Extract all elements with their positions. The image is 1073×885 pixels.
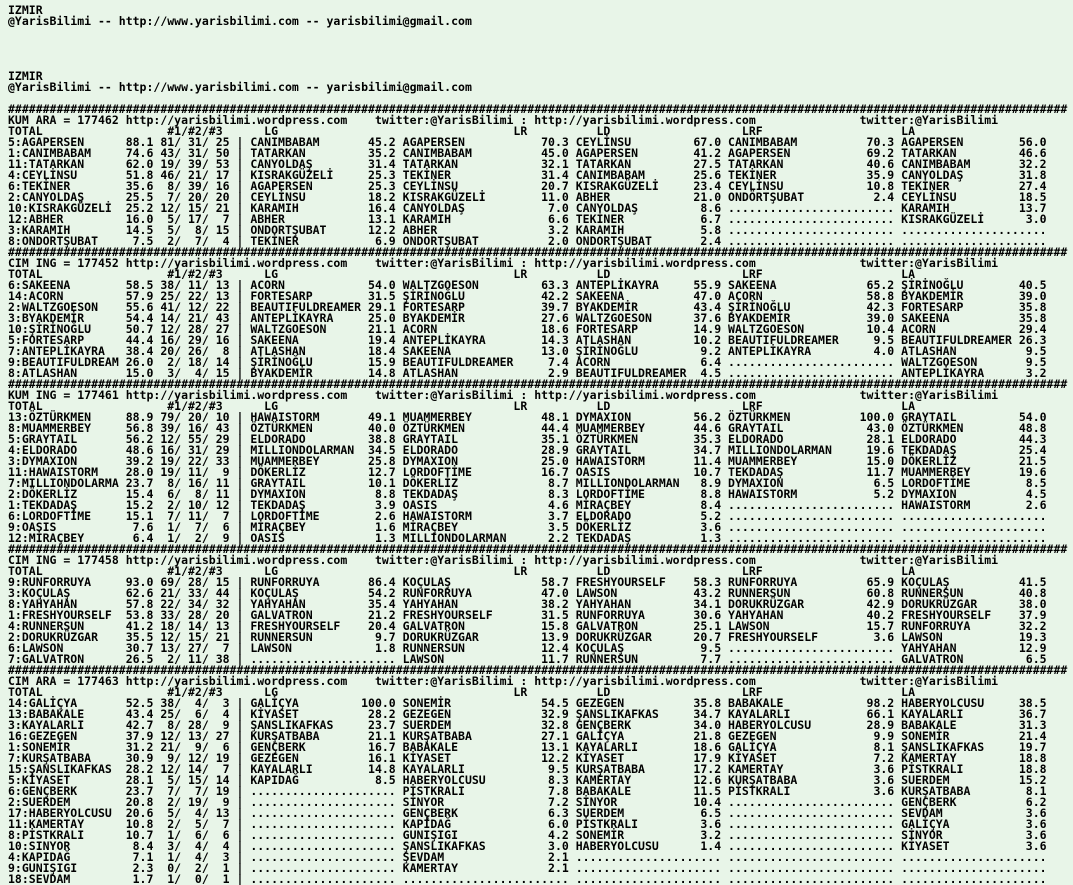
- block-title: CIM ING = 177452 http://yarisbilimi.wordpress.com twitter:@YarisBilimi : http://yarisbilimi.wordpress.com twitter:@YarisBilimi: [8, 256, 999, 270]
- block-separator: #########################################################################################################################################################: [8, 663, 1068, 677]
- stat-row: 5:AGAPERSEN 88.1 81/ 31/ 25 | CANIMBABAM 45.2 AGAPERSEN 70.3 CEYLİNSU 67.0 CANIMBABAM 70.3 AGAPERSEN 56.0: [8, 135, 1054, 149]
- stat-row: 1:FRESHYOURSELF 53.8 33/ 28/ 20 | GALVATRON 21.2 FRESHYOURSELF 31.5 RUNFORRUYA 30.6 YAHYAHAN 40.2 FRESHYOURSELF 37.9: [8, 608, 1054, 622]
- stat-row: 1:TEKDADAŞ 15.2 2/ 10/ 12 | TEKDADAŞ 3.9 OASIS 4.6 MİRAÇBEY 8.4 ........................ HAWAISTORM 2.6: [8, 498, 1054, 512]
- stat-row: 1:CANIMBABAM 74.6 43/ 31/ 50 | TATARKAN 35.2 CANIMBABAM 45.0 AGAPERSEN 41.2 AGAPERSEN 69.2 TATARKAN 46.6: [8, 146, 1054, 160]
- stat-row: 12:MİRAÇBEY 6.4 1/ 2/ 9 | OASIS 1.3 MILLIONDOLARMAN 2.2 TEKDADAŞ 1.3 ........................ .....................: [8, 531, 1054, 545]
- stat-row: 5:KİYASET 28.1 5/ 15/ 14 | KAPIDAĞ 8.5 HABERYOLCUSU 8.3 KAMERTAY 12.6 KURŞATBABA 3.6 SUERDEM 15.2: [8, 773, 1054, 787]
- block-separator: #########################################################################################################################################################: [8, 245, 1068, 259]
- block-title: KUM ARA = 177462 http://yarisbilimi.wordpress.com twitter:@YarisBilimi : http://yarisbilimi.wordpress.com twitter:@YarisBilimi: [8, 113, 999, 127]
- stat-row: 15:ŞANSLIKAFKAS 28.2 12/ 14/ 7 | KAYALARLI 14.8 KAYALARLI 9.5 KURŞATBABA 17.2 KAMERTAY 3.6 PİSTKRALI 18.8: [8, 762, 1054, 776]
- stat-row: 16:GEZEGEN 37.9 12/ 13/ 27 | KURŞATBABA 21.1 KURŞATBABA 27.1 GALİÇYA 21.8 GEZEGEN 9.9 SONEMİR 21.4: [8, 729, 1054, 743]
- stat-row: 3:BYAKDEMİR 54.4 14/ 21/ 43 | ANTEPLİKAYRA 25.0 BYAKDEMİR 27.6 WALTZGOESON 37.6 BYAKDEMİR 39.0 SAKEENA 35.8: [8, 311, 1054, 325]
- stat-row: 7:KURŞATBABA 30.9 9/ 12/ 19 | GEZEGEN 16.1 KİYASET 12.2 KİYASET 17.9 KİYASET 7.2 KAMERTAY 18.8: [8, 751, 1054, 765]
- stat-row: 8:YAHYAHAN 57.8 22/ 34/ 32 | YAHYAHAN 35.4 YAHYAHAN 38.2 YAHYAHAN 34.1 DORUKRÜZGAR 42.9 DORUKRÜZGAR 38.0: [8, 597, 1054, 611]
- stat-row: 2:DÖKERLİZ 15.4 6/ 8/ 11 | DYMAXION 8.8 TEKDADAŞ 8.3 LORDOFTİME 8.8 HAWAISTORM 5.2 DYMAXION 4.5: [8, 487, 1054, 501]
- stat-row: 4:RUNNERSUN 41.2 18/ 14/ 13 | FRESHYOURSELF 20.4 GALVATRON 15.8 GALVATRON 25.1 LAWSON 15.7 RUNFORRUYA 32.2: [8, 619, 1054, 633]
- stat-row: 3:KAYALARLI 42.7 8/ 28/ 9 | ŞANSLIKAFKAS 23.7 SUERDEM 32.8 GENÇBERK 34.0 HABERYOLCUSU 28.9 BABAKALE 31.3: [8, 718, 1054, 732]
- blank-line: [8, 27, 1073, 38]
- contact-header: @YarisBilimi -- http://www.yarisbilimi.com -- yarisbilimi@gmail.com: [8, 14, 472, 28]
- stat-row: 2:CANYOLDAŞ 25.5 7/ 20/ 20 | CEYLİNSU 18.2 KISRAKGÜZELİ 11.0 ABHER 21.0 ONDÖRTŞUBAT 2.4 CEYLİNSU 18.5: [8, 190, 1054, 204]
- stat-row: 6:SAKEENA 58.5 38/ 11/ 13 | ACORN 54.0 WALTZGOESON 63.3 ANTEPLİKAYRA 55.9 SAKEENA 65.2 ŞİRİNOĞLU 40.5: [8, 278, 1054, 292]
- stats-blocks: [8, 104, 1073, 885]
- column-header: TOTAL #1/#2/#3 LG LR LD LRF LA: [8, 399, 915, 413]
- city-header: IZMIR: [8, 69, 43, 83]
- stat-row: 2:WALTZGOESON 55.6 41/ 12/ 22 | BEAUTIFULDREAMER 29.1 FORTESARP 39.7 BYAKDEMİR 43.4 ŞİRİNOĞLU 42.3 FORTESARP 35.8: [8, 300, 1054, 314]
- stat-row: 17:HABERYOLCUSU 20.6 5/ 4/ 13 | ..................... GENÇBERK 6.3 SUERDEM 6.5 ........................ SEVDAM 3.6: [8, 806, 1054, 820]
- column-header: TOTAL #1/#2/#3 LG LR LD LRF LA: [8, 267, 915, 281]
- stat-row: 9:OASIS 7.6 1/ 7/ 6 | MİRAÇBEY 1.6 MİRAÇBEY 3.5 DÖKERLİZ 3.6 ........................ .....................: [8, 520, 1054, 534]
- stat-row: 13:ÖZTÜRKMEN 88.9 79/ 20/ 10 | HAWAISTORM 49.1 MUAMMERBEY 48.1 DYMAXION 56.2 ÖZTÜRKMEN 100.0 GRAYTAIL 54.0: [8, 410, 1054, 424]
- column-header: TOTAL #1/#2/#3 LG LR LD LRF LA: [8, 124, 915, 138]
- stat-row: 6:LORDOFTİME 15.1 7/ 11/ 7 | LORDOFTİME 2.6 HAWAISTORM 3.7 ELDORADO 5.2 ........................ .....................: [8, 509, 1054, 523]
- stat-row: 5:FORTESARP 44.4 16/ 29/ 16 | SAKEENA 19.4 ANTEPLİKAYRA 14.3 ATLASHAN 10.2 BEAUTIFULDREAMER 9.5 BEAUTIFULDREAMER 26.3: [8, 333, 1054, 347]
- stat-row: 8:ATLASHAN 15.0 3/ 4/ 15 | BYAKDEMİR 14.8 ATLASHAN 2.9 BEAUTIFULDREAMER 4.5 ........................ ANTEPLİKAYRA 3.2: [8, 366, 1054, 380]
- stat-row: 8:MUAMMERBEY 56.8 39/ 16/ 43 | ÖZTÜRKMEN 40.0 ÖZTÜRKMEN 44.4 MUAMMERBEY 44.6 GRAYTAIL 43.0 ÖZTÜRKMEN 48.8: [8, 421, 1054, 435]
- stat-row: 9:GUNIŞIGI 2.3 0/ 2/ 1 | ..................... KAMERTAY 2.1 ..................... ........................ .....................: [8, 861, 1054, 875]
- stat-row: 1:SONEMİR 31.2 21/ 9/ 6 | GENÇBERK 16.7 BABAKALE 13.1 KAYALARLI 18.6 GALİÇYA 8.1 ŞANSLIKAFKAS 19.7: [8, 740, 1054, 754]
- stat-row: 3:KARAMIH 14.5 5/ 8/ 15 | ONDORTŞUBAT 12.2 ABHER 3.2 KARAMIH 5.8 ........................ .....................: [8, 223, 1054, 237]
- stat-row: 7:MILLIONDOLARMA 23.7 8/ 16/ 11 | GRAYTAIL 10.1 DÖKERLİZ 8.7 MILLIONDOLARMAN 8.9 DYMAXION 6.5 LORDOFTİME 8.5: [8, 476, 1054, 490]
- blank-line: [8, 38, 1073, 49]
- stat-row: 6:TEKİNER 35.6 8/ 39/ 16 | AGAPERSEN 25.3 CEYLİNSU 20.7 KISRAKGÜZELİ 23.4 CEYLİNSU 10.8 TEKİNER 27.4: [8, 179, 1054, 193]
- stat-row: 11:KAMERTAY 10.8 2/ 5/ 7 | ..................... KAPİDAĞ 6.0 PİSTKRALI 3.6 ........................ GALİÇYA 3.6: [8, 817, 1054, 831]
- stat-row: 10:ŞİRİNOĞLU 50.7 12/ 28/ 27 | WALTZGOESON 21.1 ACORN 18.6 FORTESARP 14.9 WALTZGOESON 10.4 ACORN 29.4: [8, 322, 1054, 336]
- stat-row: 11:HAWAISTORM 28.0 19/ 11/ 9 | DÖKERLİZ 12.7 LORDOFTİME 16.7 OASIS 10.7 TEKDADAŞ 11.7 MUAMMERBEY 19.6: [8, 465, 1054, 479]
- stat-row: 9:RUNFORRUYA 93.0 69/ 28/ 15 | RUNFORRUYA 86.4 KOÇULAŞ 58.7 FRESHYOURSELF 58.3 RUNFORRUYA 65.9 KOÇULAŞ 41.5: [8, 575, 1054, 589]
- stat-row: 18:SEVDAM 1.7 1/ 0/ 1 | ..................... ........................ ..................... ........................ .....................: [8, 872, 1054, 885]
- stat-row: 4:ELDORADO 48.6 16/ 31/ 29 | MILLIONDOLARMAN 34.5 ELDORADO 28.9 GRAYTAIL 34.7 MILLIONDOLARMAN 19.6 TEKDADAŞ 25.4: [8, 443, 1054, 457]
- stat-row: 8:PİSTKRALI 10.7 1/ 6/ 6 | ..................... GUNIŞIGI 4.2 SONEMİR 3.2 ........................ SİNYOR 3.6: [8, 828, 1054, 842]
- stat-row: 11:TATARKAN 62.0 19/ 39/ 53 | CANYOLDAŞ 31.4 TATARKAN 32.1 TATARKAN 27.5 TATARKAN 40.6 CANIMBABAM 32.2: [8, 157, 1054, 171]
- stat-row: 2:DORUKRÜZGAR 35.5 12/ 15/ 21 | RUNNERSUN 9.7 DORUKRÜZGAR 13.9 DORUKRÜZGAR 20.7 FRESHYOURSELF 3.6 LAWSON 19.3: [8, 630, 1054, 644]
- stat-row: 7:ANTEPLİKAYRA 38.4 20/ 26/ 8 | ATLASHAN 18.4 SAKEENA 13.0 ŞİRİNOĞLU 9.2 ANTEPLİKAYRA 4.0 ATLASHAN 9.5: [8, 344, 1054, 358]
- stat-row: 10:SINYOR 8.4 3/ 4/ 4 | ..................... ŞANSLIKAFKAS 3.0 HABERYOLCUSU 1.4 ........................ KİYASET 3.6: [8, 839, 1054, 853]
- block-title: KUM ING = 177461 http://yarisbilimi.wordpress.com twitter:@YarisBilimi : http://yarisbilimi.wordpress.com twitter:@YarisBilimi: [8, 388, 999, 402]
- blank-line: [8, 49, 1073, 60]
- stat-row: 10:KISRAKGÜZELİ 25.2 12/ 15/ 21 | KARAMIH 16.4 CANYOLDAŞ 7.0 CANYOLDAŞ 8.6 ........................ KARAMIH 13.7: [8, 201, 1054, 215]
- stat-row: 7:GALVATRON 26.5 2/ 11/ 38 | ..................... LAWSON 11.7 RUNNERSUN 7.7 ........................ GALVATRON 6.5: [8, 652, 1054, 666]
- block-separator: #########################################################################################################################################################: [8, 102, 1068, 116]
- stat-row: 3:KOÇULAŞ 62.6 21/ 33/ 44 | KOÇULAŞ 54.2 RUNFORRUYA 47.0 LAWSON 43.2 RUNNERSUN 60.8 RUNNERSUN 40.8: [8, 586, 1054, 600]
- blank-line: [8, 60, 1073, 71]
- block-title: CIM ING = 177458 http://yarisbilimi.wordpress.com twitter:@YarisBilimi : http://yarisbilimi.wordpress.com twitter:@YarisBilimi: [8, 553, 999, 567]
- column-header: TOTAL #1/#2/#3 LG LR LD LRF LA: [8, 564, 915, 578]
- column-header: TOTAL #1/#2/#3 LG LR LD LRF LA: [8, 685, 915, 699]
- stat-row: 8:ONDORTŞUBAT 7.5 2/ 7/ 4 | TEKİNER 6.9 ONDORTŞUBAT 2.0 ONDORTŞUBAT 2.4 ........................ .....................: [8, 234, 1054, 248]
- stat-row: 2:SUERDEM 20.8 2/ 19/ 9 | ..................... SİNYOR 7.2 SİNYOR 10.4 ........................ GENÇBERK 6.2: [8, 795, 1054, 809]
- stat-row: 6:LAWSON 30.7 13/ 27/ 7 | LAWSON 1.8 RUNNERSUN 12.4 KOÇULAŞ 9.5 ........................ YAHYAHAN 12.9: [8, 641, 1054, 655]
- stat-row: 4:KAPIDAĞ 7.1 1/ 4/ 3 | ..................... ŞEVDAM 2.1 ..................... ........................ .....................: [8, 850, 1054, 864]
- stat-row: 13:BABAKALE 43.4 25/ 6/ 4 | KİYASET 28.2 GEZEGEN 32.9 ŞANSLIKAFKAS 34.7 KAYALARLI 66.1 KAYALARLI 36.7: [8, 707, 1054, 721]
- stat-row: 14:GALİÇYA 52.5 38/ 4/ 3 | GALİÇYA 100.0 SONEMİR 54.5 GEZEGEN 35.8 BABAKALE 98.2 HABERYOLCUSU 38.5: [8, 696, 1054, 710]
- city-header: IZMIR: [8, 3, 43, 17]
- stat-row: 6:GENÇBERK 23.7 7/ 7/ 19 | ..................... PİSTKRALI 7.8 BABAKALE 11.5 PİSTKRALI 3.6 KURŞATBABA 8.1: [8, 784, 1054, 798]
- stat-row: 4:CEYLİNSU 51.8 46/ 21/ 17 | KISRAKGÜZELİ 25.3 TEKİNER 31.4 CANIMBABAM 25.6 TEKİNER 35.9 CANYOLDAŞ 31.8: [8, 168, 1054, 182]
- block-separator: #########################################################################################################################################################: [8, 377, 1068, 391]
- stat-row: 9:BEAUTIFULDREAM 26.0 2/ 18/ 14 | ŞİRİNOĞLU 15.9 BEAUTIFULDREAMER 7.4 ACORN 6.4 ........................ WALTZGOESON 9.5: [8, 355, 1054, 369]
- stat-row: 5:GRAYTAIL 56.2 12/ 55/ 29 | ELDORADO 38.8 GRAYTAIL 35.1 ÖZTÜRKMEN 35.3 ELDORADO 28.1 ELDORADO 44.3: [8, 432, 1054, 446]
- stat-row: 3:DYMAXION 39.2 19/ 22/ 33 | MUAMMERBEY 25.8 DYMAXION 25.0 HAWAISTORM 11.4 MUAMMERBEY 15.0 DÖKERLİZ 21.5: [8, 454, 1054, 468]
- block-separator: #########################################################################################################################################################: [8, 542, 1068, 556]
- stat-row: 12:ABHER 16.0 5/ 17/ 7 | ABHER 13.1 KARAMIH 6.6 TEKİNER 6.7 ........................ KISRAKGÜZELİ 3.0: [8, 212, 1054, 226]
- block-title: CIM ARA = 177463 http://yarisbilimi.wordpress.com twitter:@YarisBilimi : http://yarisbilimi.wordpress.com twitter:@YarisBilimi: [8, 674, 999, 688]
- stat-row: 14:ACORN 57.9 25/ 22/ 13 | FORTESARP 31.5 ŞİRİNOĞLU 42.2 SAKEENA 47.0 ACORN 58.8 BYAKDEMİR 39.0: [8, 289, 1054, 303]
- contact-header: @YarisBilimi -- http://www.yarisbilimi.com -- yarisbilimi@gmail.com: [8, 80, 472, 94]
